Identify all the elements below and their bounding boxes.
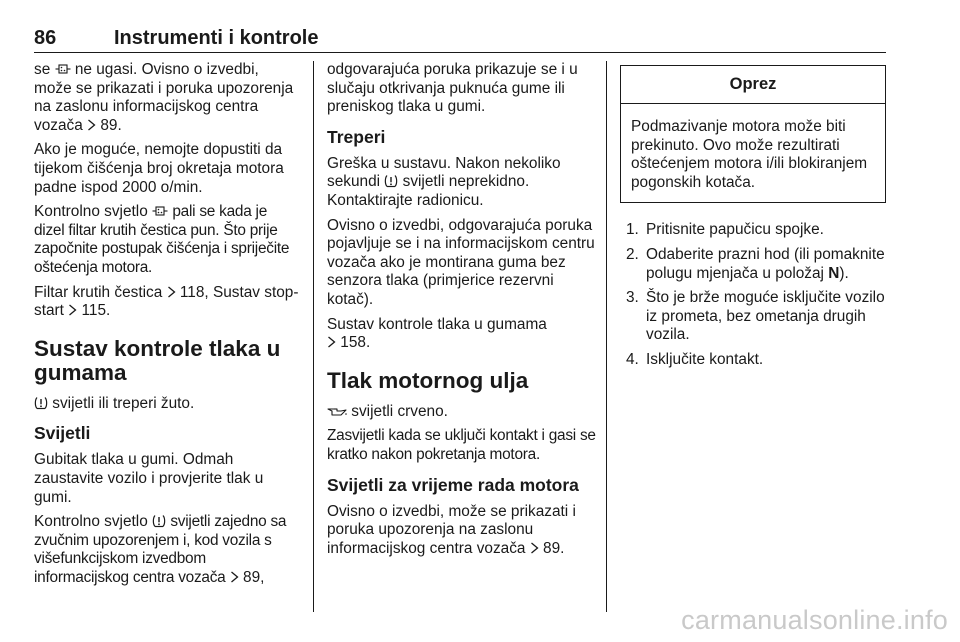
paragraph: odgovarajuća poruka prikazuje se i u slučaju otkrivanja puknuća gume ili preniskog tlaka u gumi. (327, 61, 578, 116)
steps-list (620, 221, 886, 369)
oil-can-icon (327, 406, 347, 418)
page-title: Instrumenti i kontrole (114, 27, 319, 49)
paragraph: Zasvijetli kada se uključi kontakt i gasi se kratko nakon pokretanja motora. (327, 427, 596, 463)
paragraph: Kontrolno svjetlo pali se kada je dizel filtar krutih čestica pun. Što prije započnite postupak čišćenja i spriječite oštećenja motora. (34, 203, 290, 276)
page-header (34, 0, 886, 53)
column-divider (313, 61, 314, 612)
column-3 (620, 61, 886, 376)
section-heading: Tlak motornog ulja (327, 367, 529, 393)
paragraph: svijetli crveno. (327, 403, 597, 422)
paragraph: svijetli ili treperi žuto. (34, 395, 300, 414)
paragraph: Filtar krutih čestica 118, Sustav stop-start 115. (34, 283, 299, 320)
particulate-filter-icon (55, 62, 71, 76)
list-item: 2. Odaberite prazni hod (ili pomaknite polugu mjenjača u položaj N). (626, 245, 885, 282)
watermark: carmanualsonline.info (681, 605, 948, 635)
tire-pressure-icon (34, 396, 48, 410)
caution-text: Podmazivanje motora može biti prekinuto. Ovo može rezultirati oštećenjem motora i/ili blokiranjem pogonskih kotača. (631, 118, 868, 191)
paragraph: Sustav kontrole tlaka u gumama 158. (327, 315, 547, 352)
page-reference-icon (87, 119, 96, 131)
section-heading: Sustav kontrole tlaka u gumama (34, 335, 281, 385)
list-item: 4. Isključite kontakt. (626, 350, 764, 368)
subheading: Svijetli za vrijeme rada motora (327, 474, 579, 495)
particulate-filter-icon (152, 204, 168, 218)
paragraph: Kontrolno svjetlo svijetli zajedno sa zvučnim upozorenjem i, kod vozila s višefunkcijskom izvedbom informacijskog centra vozača 89, (34, 513, 287, 586)
page-reference-icon (68, 304, 77, 316)
paragraph: Ako je moguće, nemojte dopustiti da tijekom čišćenja broj okretaja motora padne ispod 2000 o/min. (34, 141, 284, 196)
subheading: Treperi (327, 126, 386, 147)
paragraph: Ovisno o izvedbi, može se prikazati i poruka upozorenja na zaslonu informacijskog centra vozača 89. (327, 502, 576, 557)
caution-title: Oprez (621, 66, 885, 104)
column-2 (327, 61, 597, 564)
subheading: Svijetli (34, 423, 91, 444)
tire-pressure-icon (384, 174, 398, 188)
column-1 (34, 61, 300, 593)
page-reference-icon (327, 336, 336, 348)
list-item: 1. Pritisnite papučicu spojke. (626, 221, 824, 239)
page-reference-icon (530, 542, 539, 554)
tire-pressure-icon (152, 514, 166, 528)
paragraph: Gubitak tlaka u gumi. Odmah zaustavite vozilo i provjerite tlak u gumi. (34, 451, 264, 506)
page-reference-icon (167, 286, 176, 298)
page-reference-icon (230, 571, 239, 583)
caution-box (620, 65, 886, 203)
column-divider (606, 61, 607, 612)
paragraph: se ne ugasi. Ovisno o izvedbi, može se prikazati i poruka upozorenja na zaslonu informacijskog centra vozača 89. (34, 61, 294, 134)
paragraph: Greška u sustavu. Nakon nekoliko sekundi svijetli neprekidno. Kontaktirajte radionicu. (327, 154, 561, 209)
list-item: 3. Što je brže moguće isključite vozilo iz prometa, bez ometanja drugih vozila. (626, 289, 885, 344)
page-number: 86 (34, 27, 57, 49)
paragraph: Ovisno o izvedbi, odgovarajuća poruka pojavljuje se i na informacijskom centru vozača ako je montirana guma bez senzora tlaka (primjerice rezervni kotač). (327, 216, 595, 308)
